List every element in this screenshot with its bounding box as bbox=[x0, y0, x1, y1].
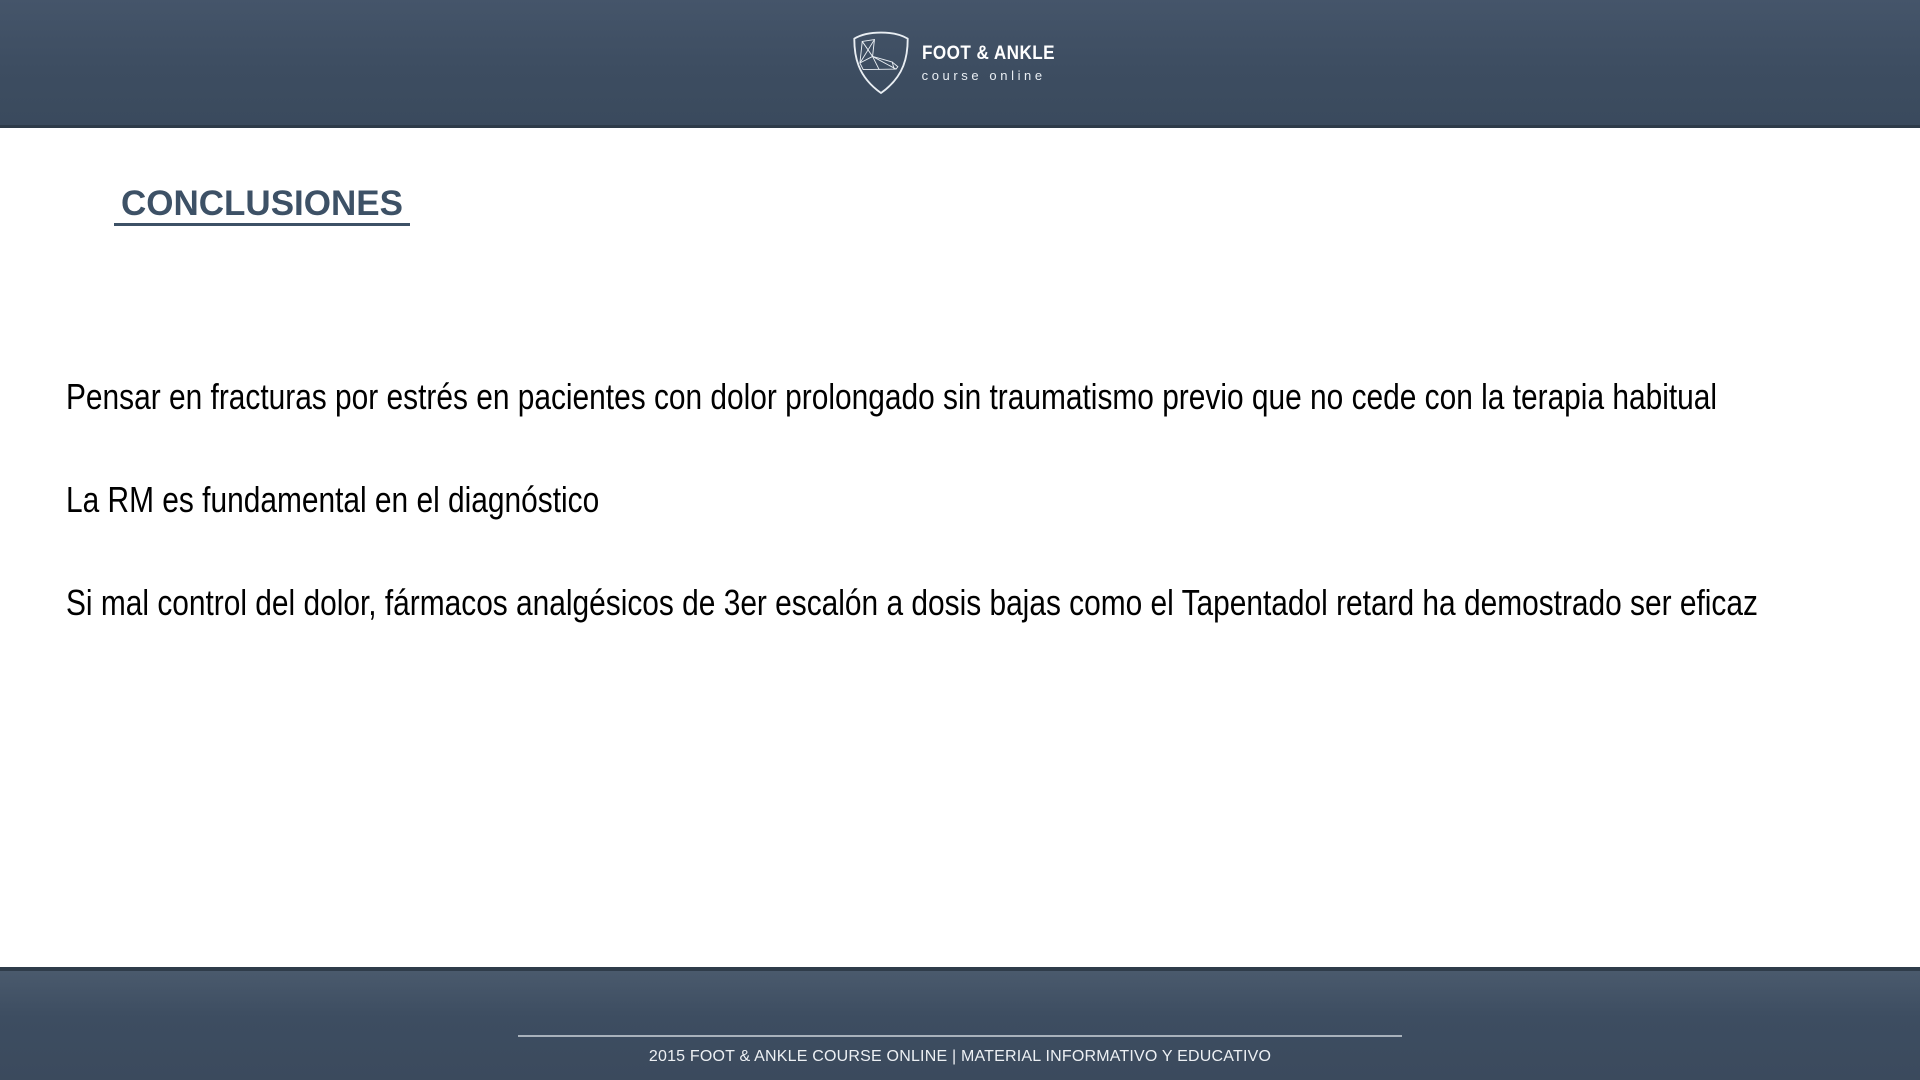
footer-bar bbox=[0, 967, 1920, 1080]
brand-tagline: course online bbox=[921, 67, 1046, 83]
shield-foot-icon bbox=[851, 29, 911, 97]
page-title: CONCLUSIONES bbox=[114, 186, 410, 226]
conclusion-item bbox=[66, 479, 1886, 521]
slide-body bbox=[66, 376, 1886, 685]
footer-credit: 2015 FOOT & ANKLE COURSE ONLINE | MATERIAL INFORMATIVO Y EDUCATIVO bbox=[648, 1048, 1272, 1065]
brand-logo bbox=[851, 29, 1070, 97]
conclusion-text: Si mal control del dolor, fármacos analgésicos de 3er escalón a dosis bajas como el Tapentadol retard ha demostrado ser eficaz bbox=[66, 582, 1758, 623]
brand-wordmark bbox=[922, 44, 1070, 82]
conclusion-item bbox=[66, 582, 1886, 624]
brand-name: FOOT & ANKLE bbox=[921, 42, 1055, 64]
conclusion-text: La RM es fundamental en el diagnóstico bbox=[66, 479, 600, 520]
footer-divider-line bbox=[518, 1035, 1402, 1037]
header-bar bbox=[0, 0, 1920, 128]
conclusion-text: Pensar en fracturas por estrés en pacientes con dolor prolongado sin traumatismo previo que no cede con la terapia habitual bbox=[66, 376, 1718, 417]
conclusion-item bbox=[66, 376, 1886, 418]
